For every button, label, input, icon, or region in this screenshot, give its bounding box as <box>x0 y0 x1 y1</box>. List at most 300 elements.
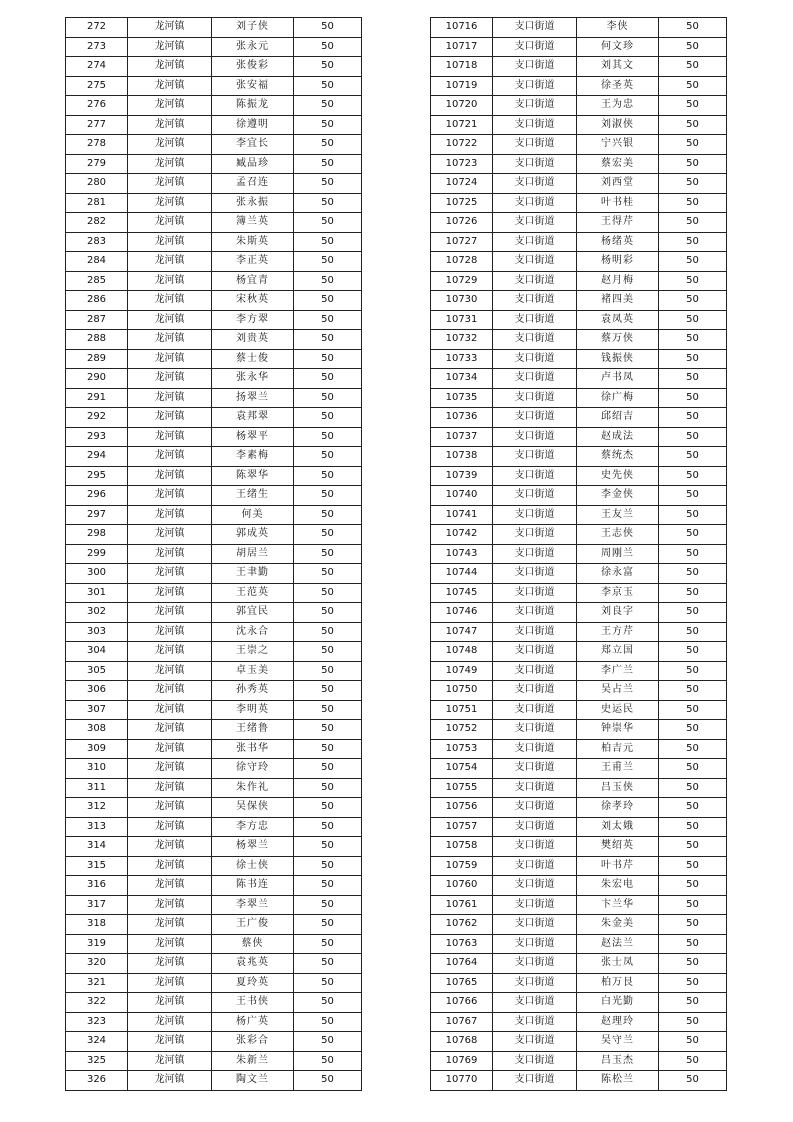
table-row <box>431 583 727 603</box>
name-cell: 张永振 <box>212 193 294 213</box>
name-cell: 徐遵明 <box>212 115 294 135</box>
table-row <box>66 408 362 428</box>
name-cell: 李金侠 <box>577 486 659 506</box>
town-cell: 龙河镇 <box>128 525 212 545</box>
table-row <box>431 895 727 915</box>
name-cell: 朱宏电 <box>577 876 659 896</box>
town-cell: 龙河镇 <box>128 213 212 233</box>
row-number-cell: 10732 <box>431 330 493 350</box>
name-cell: 蔡统杰 <box>577 447 659 467</box>
row-number-cell: 278 <box>66 135 128 155</box>
amount-cell: 50 <box>294 876 362 896</box>
town-cell: 龙河镇 <box>128 837 212 857</box>
row-number-cell: 287 <box>66 310 128 330</box>
name-cell: 刘太娥 <box>577 817 659 837</box>
town-cell: 支口街道 <box>493 973 577 993</box>
name-cell: 朱新兰 <box>212 1051 294 1071</box>
amount-cell: 50 <box>294 973 362 993</box>
amount-cell: 50 <box>659 661 727 681</box>
row-number-cell: 285 <box>66 271 128 291</box>
town-cell: 龙河镇 <box>128 330 212 350</box>
town-cell: 龙河镇 <box>128 37 212 57</box>
table-row <box>431 154 727 174</box>
town-cell: 龙河镇 <box>128 993 212 1013</box>
table-row <box>66 18 362 38</box>
row-number-cell: 10736 <box>431 408 493 428</box>
amount-cell: 50 <box>294 759 362 779</box>
amount-cell: 50 <box>659 564 727 584</box>
amount-cell: 50 <box>659 720 727 740</box>
row-number-cell: 10743 <box>431 544 493 564</box>
name-cell: 朱金美 <box>577 915 659 935</box>
amount-cell: 50 <box>659 57 727 77</box>
name-cell: 陶文兰 <box>212 1071 294 1091</box>
table-row <box>66 1051 362 1071</box>
row-number-cell: 10741 <box>431 505 493 525</box>
table-row <box>66 37 362 57</box>
amount-cell: 50 <box>294 408 362 428</box>
name-cell: 王崇之 <box>212 642 294 662</box>
town-cell: 龙河镇 <box>128 174 212 194</box>
row-number-cell: 322 <box>66 993 128 1013</box>
town-cell: 支口街道 <box>493 271 577 291</box>
name-cell: 夏玲英 <box>212 973 294 993</box>
town-cell: 龙河镇 <box>128 720 212 740</box>
row-number-cell: 306 <box>66 681 128 701</box>
row-number-cell: 10770 <box>431 1071 493 1091</box>
row-number-cell: 283 <box>66 232 128 252</box>
table-row <box>66 583 362 603</box>
amount-cell: 50 <box>294 135 362 155</box>
town-cell: 支口街道 <box>493 798 577 818</box>
table-row <box>431 720 727 740</box>
amount-cell: 50 <box>294 622 362 642</box>
amount-cell: 50 <box>294 174 362 194</box>
table-row <box>431 1071 727 1091</box>
amount-cell: 50 <box>294 1012 362 1032</box>
amount-cell: 50 <box>659 466 727 486</box>
town-cell: 支口街道 <box>493 291 577 311</box>
town-cell: 龙河镇 <box>128 700 212 720</box>
name-cell: 扬翠兰 <box>212 388 294 408</box>
amount-cell: 50 <box>294 720 362 740</box>
table-row <box>66 310 362 330</box>
name-cell: 史运民 <box>577 700 659 720</box>
table-row <box>66 739 362 759</box>
town-cell: 支口街道 <box>493 817 577 837</box>
amount-cell: 50 <box>294 1071 362 1091</box>
town-cell: 龙河镇 <box>128 661 212 681</box>
town-cell: 支口街道 <box>493 700 577 720</box>
town-cell: 龙河镇 <box>128 876 212 896</box>
amount-cell: 50 <box>294 1032 362 1052</box>
town-cell: 支口街道 <box>493 564 577 584</box>
amount-cell: 50 <box>294 525 362 545</box>
town-cell: 支口街道 <box>493 993 577 1013</box>
row-number-cell: 311 <box>66 778 128 798</box>
amount-cell: 50 <box>294 856 362 876</box>
town-cell: 龙河镇 <box>128 1012 212 1032</box>
row-number-cell: 320 <box>66 954 128 974</box>
amount-cell: 50 <box>659 271 727 291</box>
amount-cell: 50 <box>659 213 727 233</box>
table-row <box>66 291 362 311</box>
name-cell: 张书华 <box>212 739 294 759</box>
town-cell: 龙河镇 <box>128 252 212 272</box>
row-number-cell: 10752 <box>431 720 493 740</box>
row-number-cell: 309 <box>66 739 128 759</box>
name-cell: 王聿勤 <box>212 564 294 584</box>
table-row <box>431 213 727 233</box>
table-row <box>431 427 727 447</box>
name-cell: 刘其文 <box>577 57 659 77</box>
table-row <box>66 934 362 954</box>
name-cell: 樊绍英 <box>577 837 659 857</box>
name-cell: 袁邦翠 <box>212 408 294 428</box>
name-cell: 李正英 <box>212 252 294 272</box>
row-number-cell: 307 <box>66 700 128 720</box>
name-cell: 郭宜民 <box>212 603 294 623</box>
town-cell: 龙河镇 <box>128 798 212 818</box>
name-cell: 杨宜青 <box>212 271 294 291</box>
amount-cell: 50 <box>659 310 727 330</box>
town-cell: 支口街道 <box>493 486 577 506</box>
amount-cell: 50 <box>294 447 362 467</box>
name-cell: 郭成英 <box>212 525 294 545</box>
row-number-cell: 308 <box>66 720 128 740</box>
town-cell: 支口街道 <box>493 544 577 564</box>
town-cell: 支口街道 <box>493 778 577 798</box>
amount-cell: 50 <box>659 739 727 759</box>
town-cell: 支口街道 <box>493 876 577 896</box>
amount-cell: 50 <box>294 486 362 506</box>
town-cell: 支口街道 <box>493 115 577 135</box>
table-row <box>431 856 727 876</box>
town-cell: 支口街道 <box>493 135 577 155</box>
name-cell: 蔡万侠 <box>577 330 659 350</box>
town-cell: 支口街道 <box>493 505 577 525</box>
town-cell: 支口街道 <box>493 408 577 428</box>
amount-cell: 50 <box>659 603 727 623</box>
amount-cell: 50 <box>659 76 727 96</box>
town-cell: 龙河镇 <box>128 135 212 155</box>
town-cell: 支口街道 <box>493 915 577 935</box>
row-number-cell: 10768 <box>431 1032 493 1052</box>
name-cell: 张永元 <box>212 37 294 57</box>
row-number-cell: 321 <box>66 973 128 993</box>
table-row <box>66 427 362 447</box>
name-cell: 徐广梅 <box>577 388 659 408</box>
table-row <box>66 486 362 506</box>
row-number-cell: 301 <box>66 583 128 603</box>
amount-cell: 50 <box>294 1051 362 1071</box>
amount-cell: 50 <box>294 466 362 486</box>
town-cell: 支口街道 <box>493 603 577 623</box>
row-number-cell: 10750 <box>431 681 493 701</box>
town-cell: 支口街道 <box>493 213 577 233</box>
amount-cell: 50 <box>659 1051 727 1071</box>
name-cell: 沈永合 <box>212 622 294 642</box>
table-row <box>66 447 362 467</box>
row-number-cell: 10764 <box>431 954 493 974</box>
town-cell: 支口街道 <box>493 583 577 603</box>
name-cell: 王志侠 <box>577 525 659 545</box>
left-table <box>65 17 362 1091</box>
town-cell: 支口街道 <box>493 661 577 681</box>
table-row <box>431 466 727 486</box>
table-row <box>66 369 362 389</box>
row-number-cell: 10725 <box>431 193 493 213</box>
name-cell: 徐永富 <box>577 564 659 584</box>
town-cell: 支口街道 <box>493 174 577 194</box>
town-cell: 支口街道 <box>493 466 577 486</box>
amount-cell: 50 <box>659 1012 727 1032</box>
amount-cell: 50 <box>659 681 727 701</box>
table-row <box>66 876 362 896</box>
row-number-cell: 292 <box>66 408 128 428</box>
row-number-cell: 304 <box>66 642 128 662</box>
town-cell: 龙河镇 <box>128 291 212 311</box>
row-number-cell: 319 <box>66 934 128 954</box>
name-cell: 叶书桂 <box>577 193 659 213</box>
row-number-cell: 10738 <box>431 447 493 467</box>
amount-cell: 50 <box>659 427 727 447</box>
row-number-cell: 272 <box>66 18 128 38</box>
name-cell: 徐圣英 <box>577 76 659 96</box>
town-cell: 龙河镇 <box>128 1051 212 1071</box>
table-row <box>66 837 362 857</box>
town-cell: 龙河镇 <box>128 76 212 96</box>
amount-cell: 50 <box>294 232 362 252</box>
table-row <box>66 993 362 1013</box>
amount-cell: 50 <box>294 837 362 857</box>
table-row <box>66 271 362 291</box>
table-row <box>66 798 362 818</box>
name-cell: 张安福 <box>212 76 294 96</box>
row-number-cell: 10766 <box>431 993 493 1013</box>
row-number-cell: 300 <box>66 564 128 584</box>
name-cell: 周刚兰 <box>577 544 659 564</box>
name-cell: 吴守兰 <box>577 1032 659 1052</box>
name-cell: 刘淑侠 <box>577 115 659 135</box>
name-cell: 何文珍 <box>577 37 659 57</box>
row-number-cell: 10716 <box>431 18 493 38</box>
table-row <box>66 232 362 252</box>
table-row <box>431 310 727 330</box>
name-cell: 张永华 <box>212 369 294 389</box>
name-cell: 李素梅 <box>212 447 294 467</box>
table-row <box>431 759 727 779</box>
town-cell: 支口街道 <box>493 37 577 57</box>
row-number-cell: 325 <box>66 1051 128 1071</box>
town-cell: 龙河镇 <box>128 57 212 77</box>
row-number-cell: 10749 <box>431 661 493 681</box>
town-cell: 支口街道 <box>493 18 577 38</box>
name-cell: 叶书芹 <box>577 856 659 876</box>
town-cell: 龙河镇 <box>128 96 212 116</box>
row-number-cell: 312 <box>66 798 128 818</box>
name-cell: 史先侠 <box>577 466 659 486</box>
amount-cell: 50 <box>659 876 727 896</box>
name-cell: 钱振侠 <box>577 349 659 369</box>
amount-cell: 50 <box>294 954 362 974</box>
amount-cell: 50 <box>659 700 727 720</box>
row-number-cell: 10722 <box>431 135 493 155</box>
row-number-cell: 305 <box>66 661 128 681</box>
town-cell: 龙河镇 <box>128 934 212 954</box>
table-row <box>66 661 362 681</box>
name-cell: 刘西堂 <box>577 174 659 194</box>
table-row <box>66 954 362 974</box>
table-row <box>431 505 727 525</box>
town-cell: 支口街道 <box>493 837 577 857</box>
row-number-cell: 324 <box>66 1032 128 1052</box>
town-cell: 支口街道 <box>493 934 577 954</box>
table-row <box>66 759 362 779</box>
town-cell: 龙河镇 <box>128 954 212 974</box>
name-cell: 朱斯英 <box>212 232 294 252</box>
amount-cell: 50 <box>294 642 362 662</box>
name-cell: 刘良字 <box>577 603 659 623</box>
amount-cell: 50 <box>294 427 362 447</box>
row-number-cell: 10761 <box>431 895 493 915</box>
name-cell: 李广兰 <box>577 661 659 681</box>
table-row <box>66 642 362 662</box>
amount-cell: 50 <box>659 349 727 369</box>
row-number-cell: 10753 <box>431 739 493 759</box>
amount-cell: 50 <box>294 798 362 818</box>
amount-cell: 50 <box>659 525 727 545</box>
table-row <box>66 96 362 116</box>
table-row <box>431 739 727 759</box>
table-row <box>431 1012 727 1032</box>
amount-cell: 50 <box>294 661 362 681</box>
name-cell: 徐守玲 <box>212 759 294 779</box>
name-cell: 陈书连 <box>212 876 294 896</box>
amount-cell: 50 <box>294 564 362 584</box>
table-row <box>66 193 362 213</box>
amount-cell: 50 <box>294 739 362 759</box>
name-cell: 簿兰英 <box>212 213 294 233</box>
row-number-cell: 294 <box>66 447 128 467</box>
table-row <box>431 778 727 798</box>
amount-cell: 50 <box>294 895 362 915</box>
amount-cell: 50 <box>659 115 727 135</box>
table-row <box>66 622 362 642</box>
town-cell: 龙河镇 <box>128 603 212 623</box>
table-row <box>431 564 727 584</box>
table-row <box>66 1032 362 1052</box>
town-cell: 支口街道 <box>493 96 577 116</box>
amount-cell: 50 <box>659 973 727 993</box>
table-row <box>66 856 362 876</box>
amount-cell: 50 <box>294 271 362 291</box>
row-number-cell: 281 <box>66 193 128 213</box>
row-number-cell: 10759 <box>431 856 493 876</box>
name-cell: 李侠 <box>577 18 659 38</box>
town-cell: 支口街道 <box>493 447 577 467</box>
row-number-cell: 290 <box>66 369 128 389</box>
amount-cell: 50 <box>659 369 727 389</box>
town-cell: 龙河镇 <box>128 388 212 408</box>
row-number-cell: 10735 <box>431 388 493 408</box>
row-number-cell: 10727 <box>431 232 493 252</box>
town-cell: 支口街道 <box>493 232 577 252</box>
row-number-cell: 276 <box>66 96 128 116</box>
table-row <box>431 1051 727 1071</box>
amount-cell: 50 <box>659 193 727 213</box>
amount-cell: 50 <box>294 778 362 798</box>
name-cell: 杨明彩 <box>577 252 659 272</box>
row-number-cell: 282 <box>66 213 128 233</box>
row-number-cell: 10739 <box>431 466 493 486</box>
name-cell: 王广俊 <box>212 915 294 935</box>
amount-cell: 50 <box>659 96 727 116</box>
amount-cell: 50 <box>659 330 727 350</box>
amount-cell: 50 <box>659 934 727 954</box>
name-cell: 徐孝玲 <box>577 798 659 818</box>
name-cell: 王绪生 <box>212 486 294 506</box>
town-cell: 支口街道 <box>493 739 577 759</box>
town-cell: 支口街道 <box>493 1032 577 1052</box>
town-cell: 支口街道 <box>493 642 577 662</box>
table-row <box>66 778 362 798</box>
table-row <box>431 798 727 818</box>
table-row <box>66 252 362 272</box>
row-number-cell: 10718 <box>431 57 493 77</box>
town-cell: 龙河镇 <box>128 759 212 779</box>
row-number-cell: 10757 <box>431 817 493 837</box>
name-cell: 王方芹 <box>577 622 659 642</box>
row-number-cell: 314 <box>66 837 128 857</box>
row-number-cell: 10748 <box>431 642 493 662</box>
table-row <box>66 817 362 837</box>
row-number-cell: 10723 <box>431 154 493 174</box>
town-cell: 龙河镇 <box>128 408 212 428</box>
table-row <box>66 505 362 525</box>
table-row <box>431 622 727 642</box>
name-cell: 王甫兰 <box>577 759 659 779</box>
name-cell: 杨广英 <box>212 1012 294 1032</box>
table-row <box>431 700 727 720</box>
town-cell: 支口街道 <box>493 720 577 740</box>
amount-cell: 50 <box>659 154 727 174</box>
table-row <box>431 681 727 701</box>
table-row <box>431 18 727 38</box>
row-number-cell: 10756 <box>431 798 493 818</box>
amount-cell: 50 <box>294 603 362 623</box>
amount-cell: 50 <box>659 778 727 798</box>
table-row <box>431 349 727 369</box>
amount-cell: 50 <box>294 193 362 213</box>
town-cell: 龙河镇 <box>128 1071 212 1091</box>
table-row <box>431 193 727 213</box>
table-row <box>431 96 727 116</box>
table-row <box>431 817 727 837</box>
name-cell: 李方翠 <box>212 310 294 330</box>
name-cell: 何美 <box>212 505 294 525</box>
name-cell: 宁兴银 <box>577 135 659 155</box>
amount-cell: 50 <box>659 1032 727 1052</box>
name-cell: 邱绍吉 <box>577 408 659 428</box>
town-cell: 龙河镇 <box>128 856 212 876</box>
town-cell: 支口街道 <box>493 954 577 974</box>
name-cell: 吕玉杰 <box>577 1051 659 1071</box>
name-cell: 李明英 <box>212 700 294 720</box>
amount-cell: 50 <box>659 642 727 662</box>
name-cell: 李京玉 <box>577 583 659 603</box>
amount-cell: 50 <box>659 817 727 837</box>
